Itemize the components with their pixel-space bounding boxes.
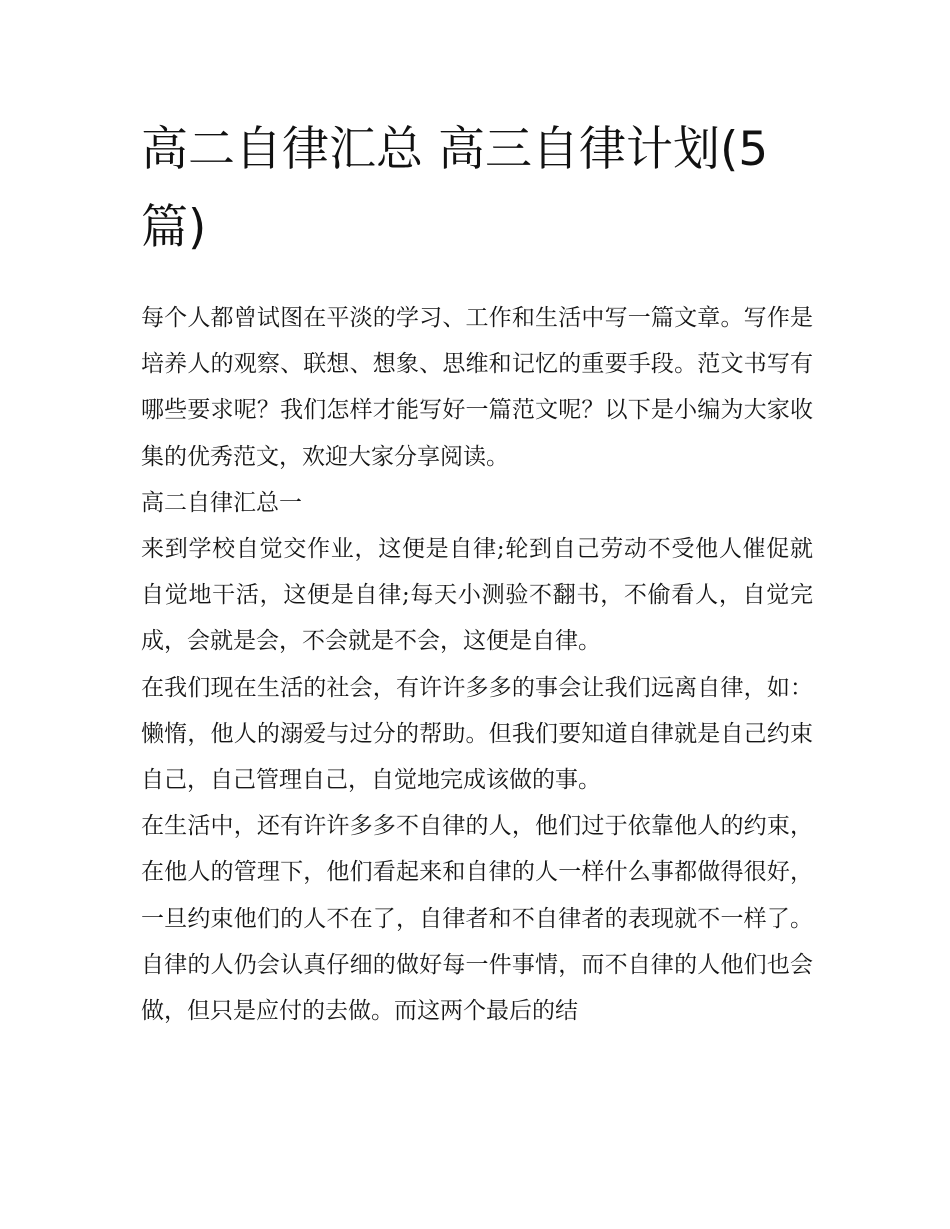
document-body bbox=[141, 111, 813, 1034]
section-heading: 高二自律汇总一 bbox=[141, 489, 302, 516]
body-paragraph-1: 来到学校自觉交作业，这便是自律;轮到自己劳动不受他人催促就自觉地干活，这便是自律;每天小测验不翻书，不偷看人，自觉完成，会就是会，不会就是不会，这便是自律。 bbox=[141, 536, 813, 655]
intro-paragraph: 每个人都曾试图在平淡的学习、工作和生活中写一篇文章。写作是培养人的观察、联想、想象、思维和记忆的重要手段。范文书写有哪些要求呢？我们怎样才能写好一篇范文呢？以下是小编为大家收集的优秀范文，欢迎大家分享阅读。 bbox=[141, 305, 813, 470]
document-title: 高二自律汇总 高三自律计划(5篇) bbox=[141, 122, 769, 255]
body-paragraph-3: 在生活中，还有许许多多不自律的人，他们过于依靠他人的约束，在他人的管理下，他们看起来和自律的人一样什么事都做得很好，一旦约束他们的人不在了，自律者和不自律者的表现就不一样了。自律的人仍会认真仔细的做好每一件事情，而不自律的人他们也会做，但只是应付的去做。而这两个最后的结 bbox=[141, 813, 813, 1025]
body-paragraph-2: 在我们现在生活的社会，有许许多多的事会让我们远离自律，如：懒惰，他人的溺爱与过分的帮助。但我们要知道自律就是自己约束自己，自己管理自己，自觉地完成该做的事。 bbox=[141, 674, 813, 794]
